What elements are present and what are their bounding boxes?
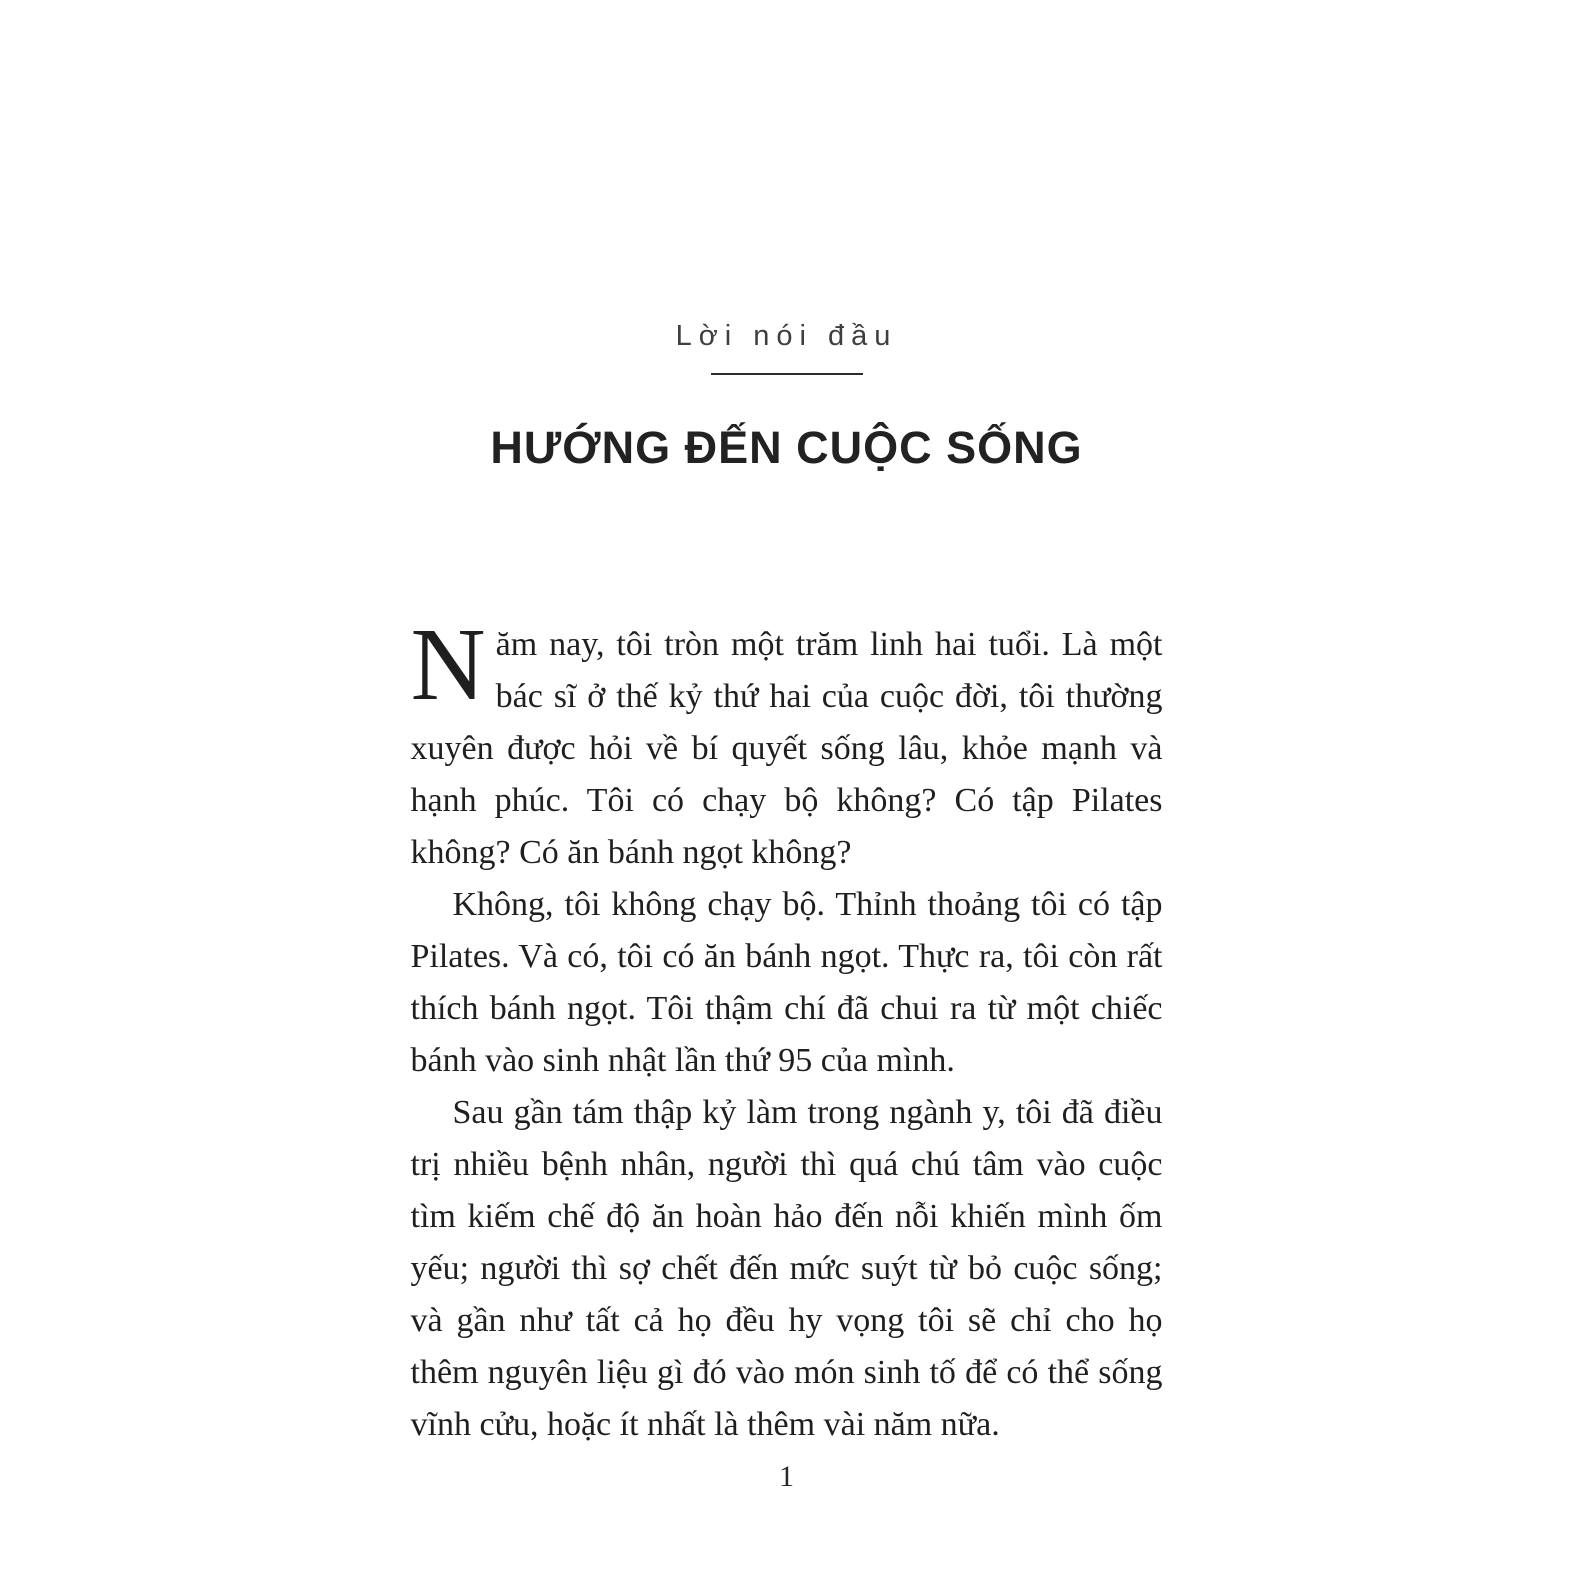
paragraph-1-text: ăm nay, tôi tròn một trăm linh hai tuổi. Là một bác sĩ ở thế kỷ thứ hai của cuộc đời, tôi thường xuyên được hỏi về bí quyết sống lâu, khỏe mạnh và hạnh phúc. Tôi có chạy bộ không? Có tập Pilates không? Có ăn bánh ngọt không?: [410, 626, 1163, 871]
preface-label: Lời nói đầu: [675, 320, 898, 352]
paragraph-3: Sau gần tám thập kỷ làm trong ngành y, tôi đã điều trị nhiều bệnh nhân, người thì quá chú tâm vào cuộc tìm kiếm chế độ ăn hoàn hảo đến nỗi khiến mình ốm yếu; người thì sợ chết đến mức suýt từ bỏ cuộc sống; và gần như tất cả họ đều hy vọng tôi sẽ chỉ cho họ thêm nguyên liệu gì đó vào món sinh tố để có thể sống vĩnh cửu, hoặc ít nhất là thêm vài năm nữa.: [410, 1094, 1163, 1443]
preface-divider: [711, 373, 863, 375]
page-number: 1: [779, 1460, 794, 1493]
drop-cap: N: [410, 607, 486, 722]
paragraph-1: [410, 607, 1163, 879]
chapter-title: HƯỚNG ĐẾN CUỘC SỐNG: [490, 422, 1083, 473]
body-text: [410, 607, 1163, 1451]
book-page: [411, 0, 1163, 1451]
paragraph-2: Không, tôi không chạy bộ. Thỉnh thoảng tôi có tập Pilates. Và có, tôi có ăn bánh ngọt. Thực ra, tôi còn rất thích bánh ngọt. Tôi thậm chí đã chui ra từ một chiếc bánh vào sinh nhật lần thứ 95 của mình.: [410, 886, 1163, 1079]
